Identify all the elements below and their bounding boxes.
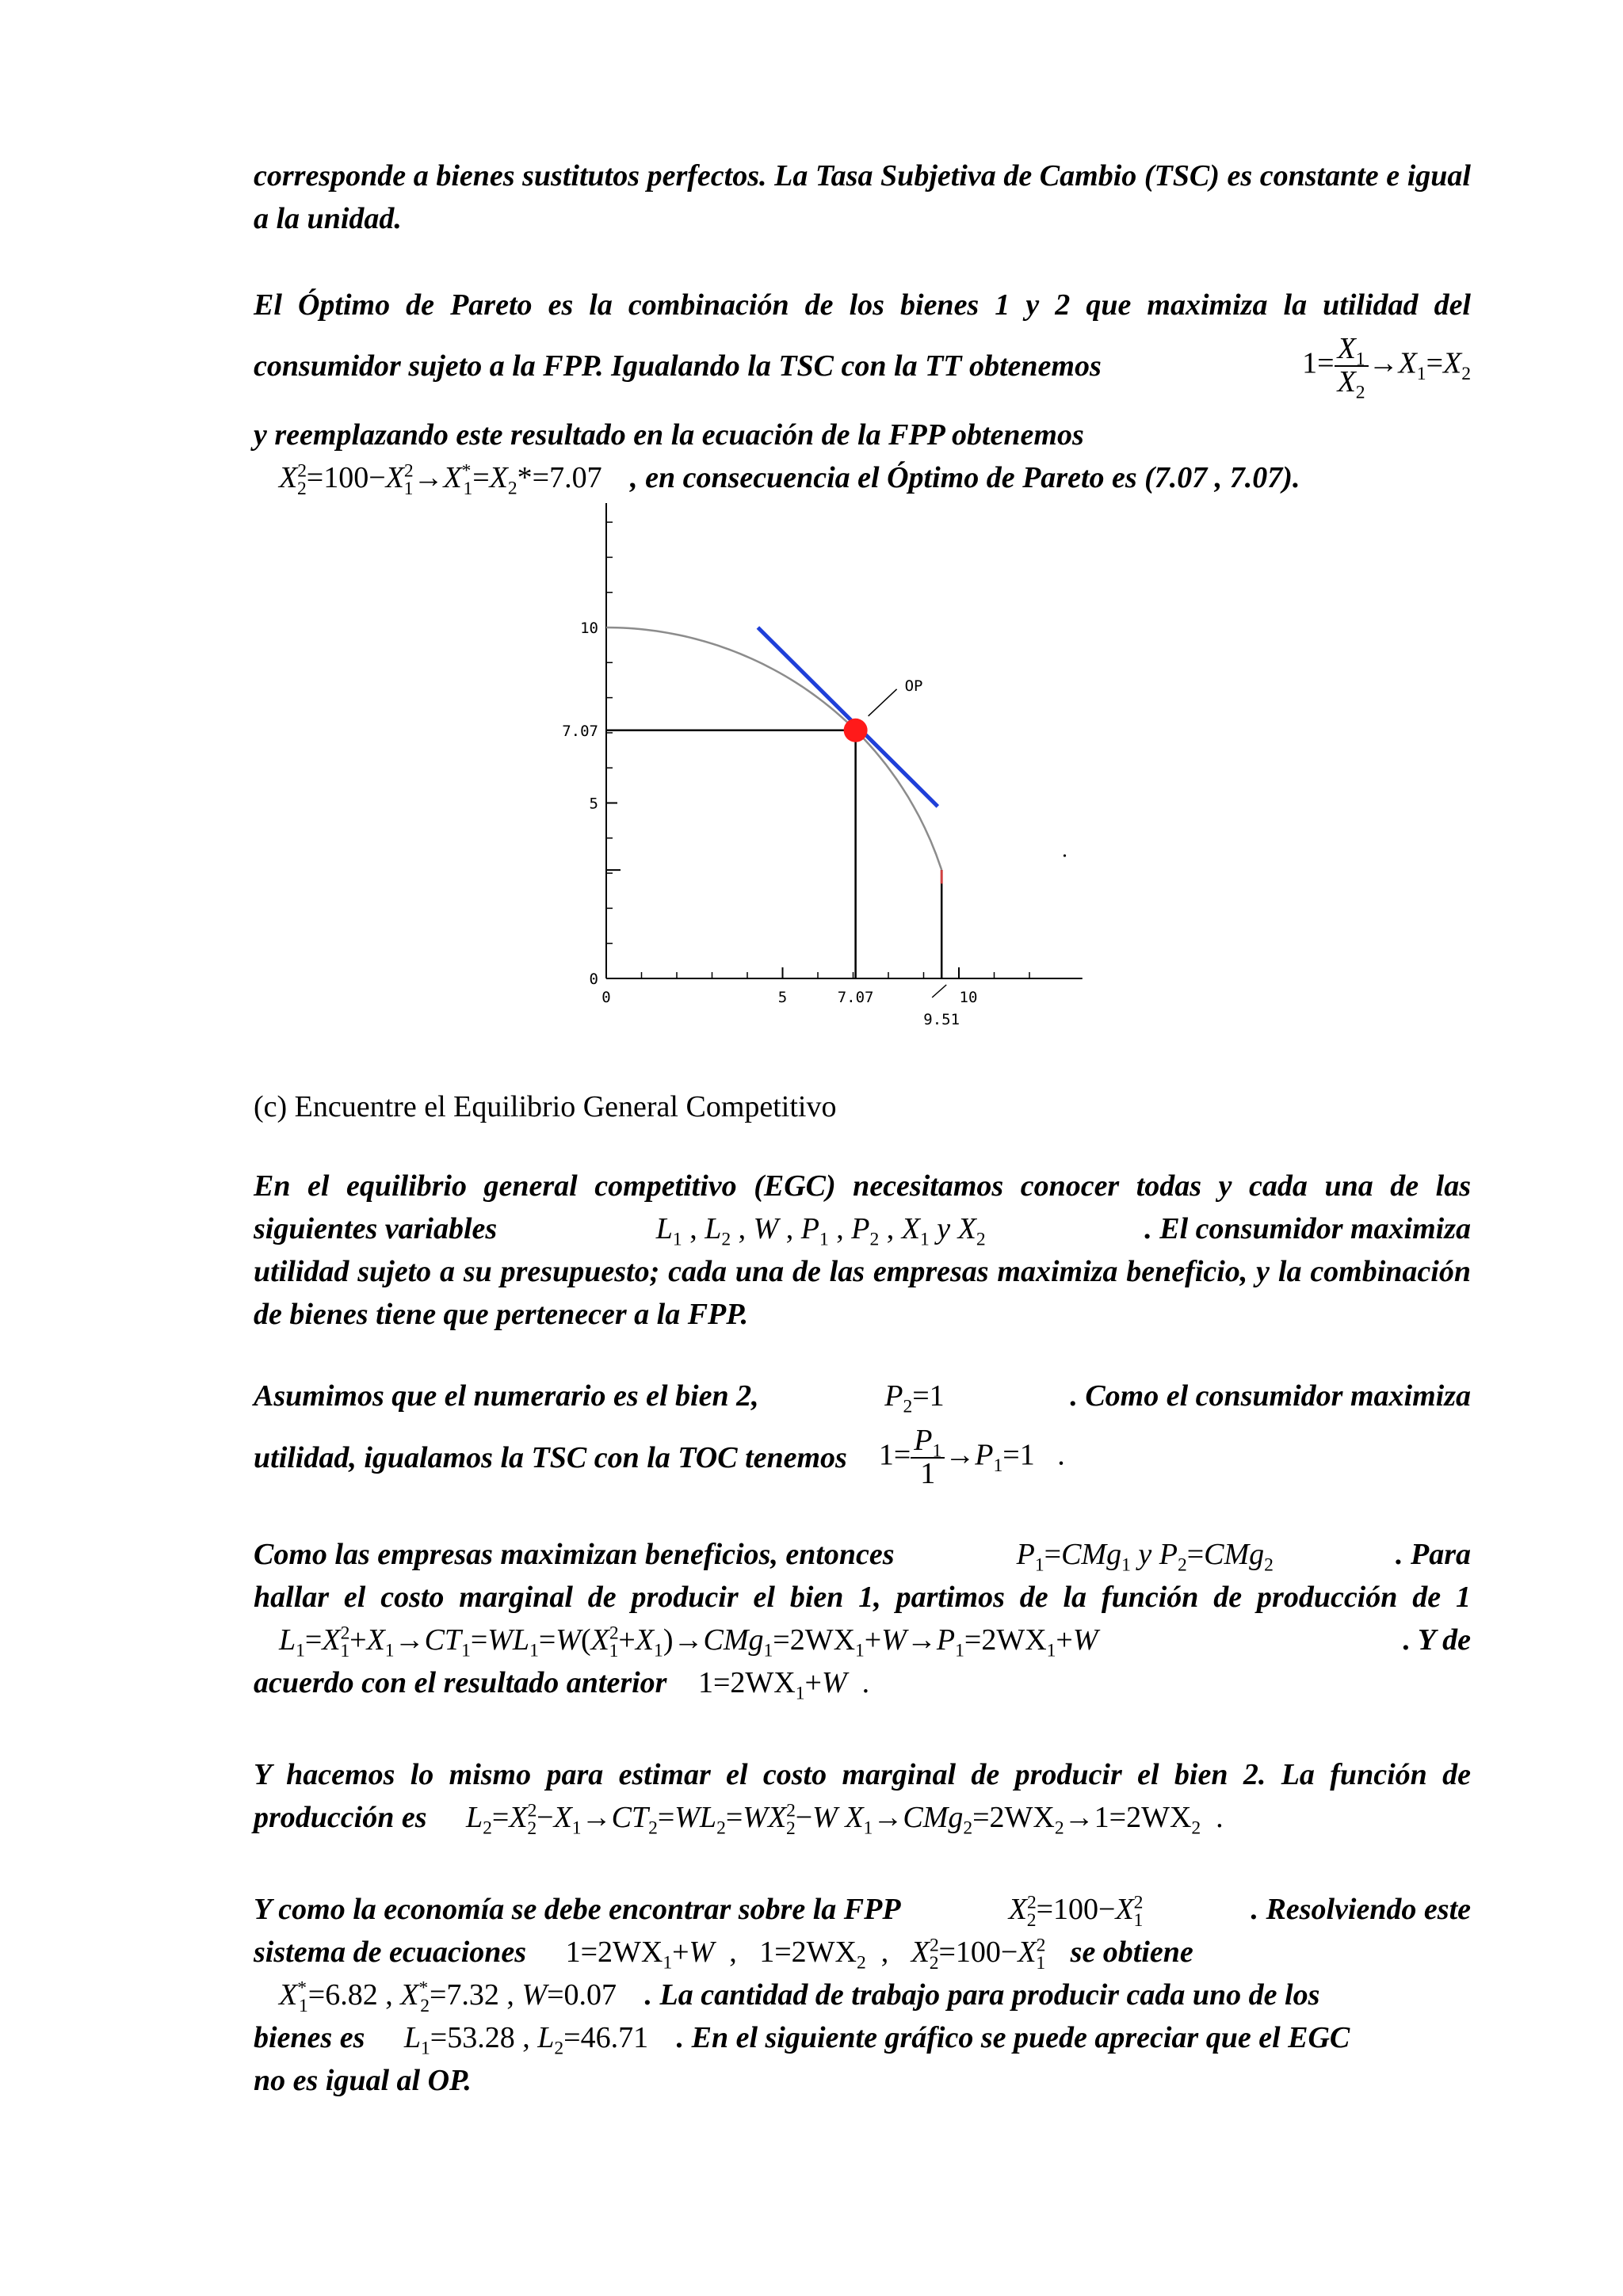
- paragraph-system-line4: [254, 2016, 1471, 2059]
- system-text: Y como la economía se debe encontrar sobre la FPP: [254, 1893, 901, 1926]
- variables-label: siguientes variables: [254, 1212, 498, 1245]
- tangent-line: [758, 627, 938, 807]
- equation-p2: $P_2=1$: [884, 1379, 945, 1417]
- toc-text: utilidad, igualamos la TSC con la TOC tenemos: [254, 1441, 847, 1474]
- paragraph-costs-line2: hallar el costo marginal de producir el bien 1, partimos de la función de producción de 1: [254, 1581, 1471, 1614]
- variables-list: $L_1$ , $L_2$ , W , $P_1$ , $P_2$ , $X_1$ y $X_2$: [655, 1212, 986, 1250]
- paragraph-costs-line1: [254, 1533, 1471, 1576]
- bienes-text: bienes es: [254, 2021, 365, 2054]
- paragraph-pareto-line3: y reemplazando este resultado en la ecuación de la FPP obtenemos: [254, 418, 1084, 452]
- annotation-pointer: [869, 689, 897, 716]
- paragraph-system-line3: [254, 1974, 1471, 2016]
- paragraph-costs-line4: [254, 1661, 1471, 1704]
- numerario-text: Asumimos que el numerario es el bien 2,: [254, 1379, 759, 1413]
- paragraph-egc-line2: [254, 1207, 1471, 1250]
- system-after: . Resolviendo este: [1251, 1893, 1471, 1926]
- equation-pcmg: $P_1=CMg_1$ y $P_2=CMg_2$: [1016, 1538, 1274, 1576]
- x-tick-pointer: [932, 985, 946, 997]
- equation-system: $1=2WX_1+W$ , $1=2WX_2$ , $X^2_2=100-X^2_1$: [565, 1935, 1046, 1974]
- paragraph-pareto-line2: [254, 326, 1471, 406]
- stray-dot: [1064, 854, 1066, 856]
- equation-solution: $X^*_1=6.82$ , $X^*_2=7.32$ , W=0.07: [279, 1978, 617, 2016]
- x-tick-label: 0: [601, 989, 611, 1006]
- costs-after: . Para: [1396, 1538, 1471, 1571]
- numerario-after: . Como el consumidor maximiza: [1070, 1379, 1471, 1413]
- paragraph-pareto-line1: El Óptimo de Pareto es la combinación de los bienes 1 y 2 que maximiza la utilidad del: [254, 288, 1471, 322]
- y-tick-label: 10: [580, 620, 598, 637]
- y-tick-label: 7.07: [562, 722, 598, 740]
- produccion-text: producción es: [254, 1801, 427, 1834]
- costs-text: Como las empresas maximizan beneficios, entonces: [254, 1538, 895, 1571]
- paragraph-system-line1: [254, 1888, 1471, 1931]
- paragraph-system-line2: [254, 1931, 1471, 1974]
- system-eq-text: sistema de ecuaciones: [254, 1936, 527, 1969]
- equation-fpp2: $X^2_2=100-X^2_1$: [1008, 1892, 1144, 1931]
- paragraph-numerario-line1: [254, 1375, 1471, 1417]
- trabajo-text: . La cantidad de trabajo para producir cada uno de los: [644, 1978, 1320, 2012]
- x-tick-label: 10: [959, 989, 978, 1006]
- y-tick-label: 5: [589, 795, 598, 813]
- pareto-conclusion: , en consecuencia el Óptimo de Pareto es (7.07 , 7.07).: [630, 461, 1300, 494]
- variables-after: . El consumidor maximiza: [1144, 1212, 1471, 1245]
- paragraph-bien2-line2: [254, 1796, 1471, 1839]
- pareto-point: [844, 719, 868, 742]
- paragraph-tsc: corresponde a bienes sustitutos perfectos. La Tasa Subjetiva de Cambio (TSC) es constante e igual a la unidad.: [254, 159, 1471, 235]
- equation-tsc-tt: 1= $\frac{X_1}{X_2}$ $\to X_1=X_2$: [1302, 332, 1471, 403]
- paragraph-pareto-line4: [254, 456, 1471, 499]
- x-tick-label: 5: [777, 989, 788, 1006]
- fpp-chart: [539, 503, 1094, 1042]
- equation-labor: $L_1=53.28$ , $L_2=46.71$: [403, 2021, 649, 2059]
- equation-cmg2: $L_2=X^2_2-X_1\to CT_2=WL_2=WX^2_2-W$ $X_1\to CMg_2=2WX_2\to 1=2WX_2$ .: [466, 1800, 1224, 1839]
- y-tick-label: 0: [589, 971, 598, 988]
- paragraph-system-line5: no es igual al OP.: [254, 2064, 472, 2097]
- paragraph-pareto-text: consumidor sujeto a la FPP. Igualando la TSC con la TT obtenemos: [254, 349, 1102, 383]
- grafico-text: . En el siguiente gráfico se puede apreciar que el EGC: [676, 2021, 1350, 2054]
- result-text: acuerdo con el resultado anterior: [254, 1666, 667, 1699]
- x-tick-label: 9.51: [923, 1011, 960, 1028]
- paragraph-bien2-line1: Y hacemos lo mismo para estimar el costo marginal de producir el bien 2. La función de: [254, 1758, 1471, 1791]
- paragraph-costs-line3: [254, 1619, 1471, 1661]
- equation-fpp: $X^2_2=100-X^2_1\to X^*_1=X_2*=7.07$: [279, 460, 602, 499]
- equation-cmg1: $L_1=X^2_1+X_1\to CT_1=WL_1=W(X^2_1+X_1)\to CMg_1=2WX_1+W\to P_1=2WX_1+W$: [279, 1623, 1098, 1661]
- equation-toc: 1= $\frac{P_1}{1}$ $\to P_1=1$ .: [878, 1424, 1065, 1490]
- cmg1-after: . Y de: [1403, 1623, 1471, 1657]
- paragraph-egc-line3: utilidad sujeto a su presupuesto; cada una de las empresas maximiza beneficio, y la combinación de bienes tiene que pertenecer a la FPP.: [254, 1255, 1471, 1331]
- annotation-op: OP: [904, 677, 923, 695]
- fpp-curve: [606, 627, 941, 870]
- equation-result1: $1=2WX_1+W$ .: [697, 1666, 870, 1704]
- paragraph-numerario-line2: [254, 1418, 1471, 1497]
- x-tick-label: 7.07: [837, 989, 874, 1006]
- system-obtiene: se obtiene: [1070, 1936, 1193, 1969]
- paragraph-egc-line1: En el equilibrio general competitivo (EGC) necesitamos conocer todas y cada una de las: [254, 1169, 1471, 1203]
- section-c-heading: (c) Encuentre el Equilibrio General Competitivo: [254, 1090, 837, 1123]
